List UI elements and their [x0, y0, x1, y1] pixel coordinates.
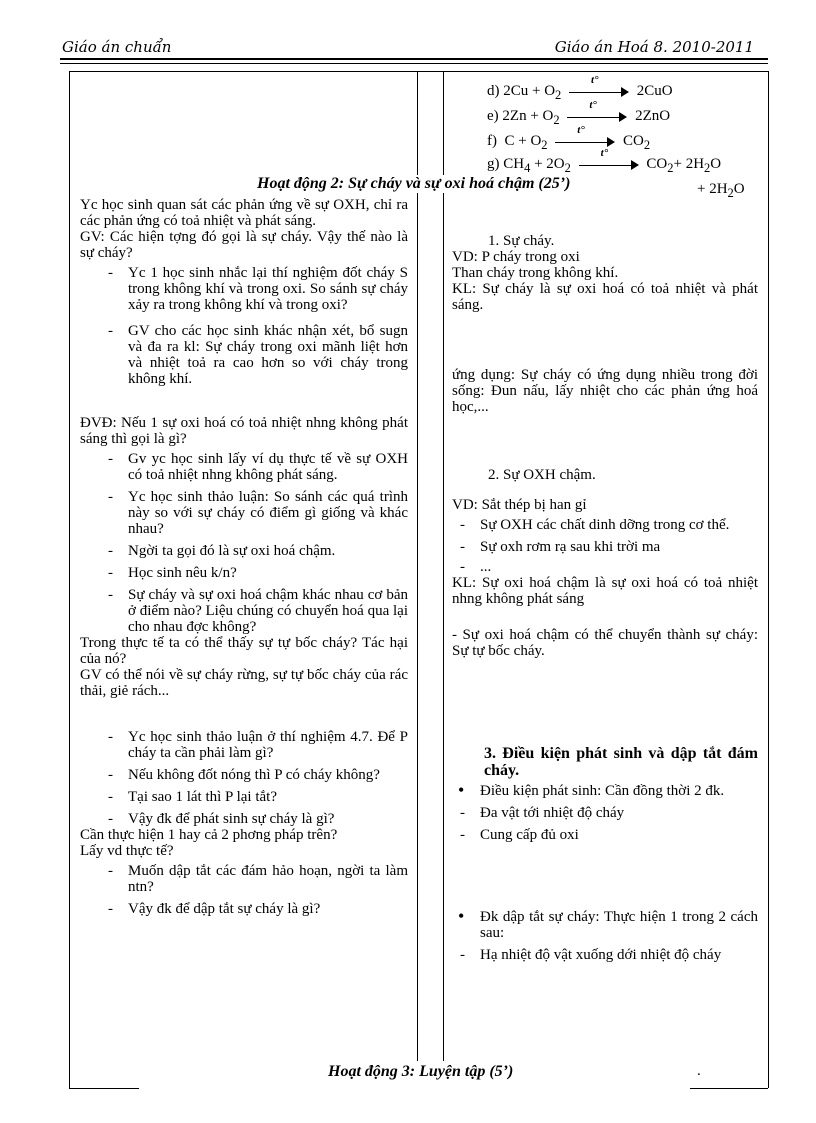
table-divider-1 — [417, 71, 418, 1061]
header-rule-thin — [60, 63, 768, 64]
activity-2-title: Hoạt động 2: Sự cháy và sự oxi hoá chậm (25’) — [257, 175, 571, 192]
list-item: - Học sinh nêu k/n? — [80, 565, 408, 581]
list-item: - Đa vật tới nhiệt độ cháy — [452, 805, 758, 821]
section-3-list-2 — [452, 909, 758, 963]
left-list-1 — [80, 265, 408, 387]
reaction-arrow-icon: t° — [567, 111, 627, 123]
list-item: - Sự oxh rơm rạ sau khi trời ma — [452, 539, 758, 555]
list-item: - Hạ nhiệt độ vật xuống dới nhiệt độ cháy — [452, 947, 758, 963]
section-2-title: 2. Sự OXH chậm. — [488, 467, 596, 483]
section-3-list — [452, 783, 758, 843]
list-item: - Yc học sinh thảo luận: So sánh các quá trình này so với sự cháy có điểm gì giống và khác nhau? — [80, 489, 408, 537]
right-paragraph: VD: P cháy trong oxi — [452, 249, 580, 265]
table-left-border — [69, 71, 70, 1088]
reaction-arrow-icon: t° — [579, 159, 639, 171]
header-rule-thick — [60, 58, 768, 60]
right-paragraph: Than cháy trong không khí. — [452, 265, 619, 281]
left-list-4 — [80, 863, 408, 917]
left-list-3 — [80, 729, 408, 827]
table-divider-2 — [443, 71, 444, 1061]
list-item: - Vậy đk để phát sinh sự cháy là gì? — [80, 811, 408, 827]
list-item: - Yc 1 học sinh nhắc lại thí nghiệm đốt cháy S trong không khí và trong oxi. So sánh sự cháy xảy ra trong không khí và trong oxi? — [80, 265, 408, 313]
list-item: - Vậy đk để dập tắt sự cháy là gì? — [80, 901, 408, 917]
section-1-title: 1. Sự cháy. — [488, 233, 555, 249]
footer-line-right — [690, 1088, 768, 1089]
right-paragraph: KL: Sự cháy là sự oxi hoá có toả nhiệt và phát sáng. — [452, 281, 758, 313]
equation-d: d) $2Cu + O_2$ t° 2CuO — [487, 73, 673, 102]
right-paragraph: ứng dụng: Sự cháy có ứng dụng nhiều trong đời sống: Đun nấu, lấy nhiệt cho các phản ứng hoá học,... — [452, 367, 758, 415]
header-left: Giáo án chuẩn — [62, 38, 172, 56]
list-item: - Nếu không đốt nóng thì P có cháy không? — [80, 767, 408, 783]
equation-e: e) $2Zn + O_2$ t° 2ZnO — [487, 98, 671, 127]
right-column — [452, 233, 758, 963]
footer-dot: . — [697, 1063, 701, 1079]
left-paragraph: Cần thực hiện 1 hay cả 2 phơng pháp trên? — [80, 827, 338, 843]
section-3-title: 3. Điều kiện phát sinh và dập tắt đám cháy. — [484, 745, 758, 779]
left-list-2 — [80, 451, 408, 635]
list-item: - Muốn dập tắt các đám hảo hoạn, ngời ta làm ntn? — [80, 863, 408, 895]
reaction-arrow-icon: t° — [569, 86, 629, 98]
list-item: - Tại sao 1 lát thì P lại tắt? — [80, 789, 408, 805]
list-item: • Đk dập tắt sự cháy: Thực hiện 1 trong 2 cách sau: — [452, 909, 758, 941]
footer-line-left — [69, 1088, 139, 1089]
activity-3-title: Hoạt động 3: Luyện tập (5’) — [328, 1063, 514, 1080]
table-top-border — [69, 71, 768, 72]
right-paragraph: KL: Sự oxi hoá chậm là sự oxi hoá có toả nhiệt nhng không phát sáng — [452, 575, 758, 607]
equation-g: g) $CH_4 + 2O_2$ t° $CO_2+ 2H_2O$ — [487, 146, 722, 175]
equation-f: f) $C + O_2$ t° $CO_2$ — [487, 123, 651, 152]
list-item: - Gv yc học sinh lấy ví dụ thực tế về sự OXH có toả nhiệt nhng không phát sáng. — [80, 451, 408, 483]
left-column — [80, 197, 408, 917]
list-item: - Sự OXH các chất dinh dỡng trong cơ thể. — [452, 517, 758, 533]
left-paragraph: GV: Các hiện tợng đó gọi là sự cháy. Vậy thế nào là sự cháy? — [80, 229, 408, 261]
table-right-border — [768, 71, 769, 1088]
left-paragraph: Yc học sinh quan sát các phản ứng về sự OXH, chỉ ra các phản ứng có toả nhiệt và phát sáng. — [80, 197, 408, 229]
list-item: - Ngời ta gọi đó là sự oxi hoá chậm. — [80, 543, 408, 559]
list-item: - ... — [452, 559, 758, 575]
header-right: Giáo án Hoá 8. 2010-2011 — [554, 38, 754, 56]
equation-g-tail: + $2H_2O$ — [697, 181, 745, 200]
reaction-arrow-icon: t° — [555, 136, 615, 148]
left-paragraph: GV có thể nói về sự cháy rừng, sự tự bốc cháy của rác thải, giẻ rách... — [80, 667, 408, 699]
left-paragraph: ĐVĐ: Nếu 1 sự oxi hoá có toả nhiệt nhng không phát sáng thì gọi là gì? — [80, 415, 408, 447]
list-item: - GV cho các học sinh khác nhận xét, bổ sugn và đa ra kl: Sự cháy trong oxi mãnh liệt hơn và nhiệt toả ra cao hơn so với cháy trong không khí. — [80, 323, 408, 387]
right-paragraph: VD: Sắt thép bị han gỉ — [452, 497, 587, 513]
list-item: - Sự cháy và sự oxi hoá chậm khác nhau cơ bản ở điểm nào? Liệu chúng có chuyển hoá qua lại cho nhau đợc không? — [80, 587, 408, 635]
section-2-list — [452, 517, 758, 575]
left-paragraph: Lấy vd thực tế? — [80, 843, 174, 859]
list-item: - Yc học sinh thảo luận ở thí nghiệm 4.7. Để P cháy ta cần phải làm gì? — [80, 729, 408, 761]
list-item: - Cung cấp đủ oxi — [452, 827, 758, 843]
list-item: • Điều kiện phát sinh: Cần đồng thời 2 đk. — [452, 783, 758, 799]
left-paragraph: Trong thực tế ta có thể thấy sự tự bốc cháy? Tác hại của nó? — [80, 635, 408, 667]
right-paragraph: - Sự oxi hoá chậm có thể chuyển thành sự cháy: Sự tự bốc cháy. — [452, 627, 758, 659]
